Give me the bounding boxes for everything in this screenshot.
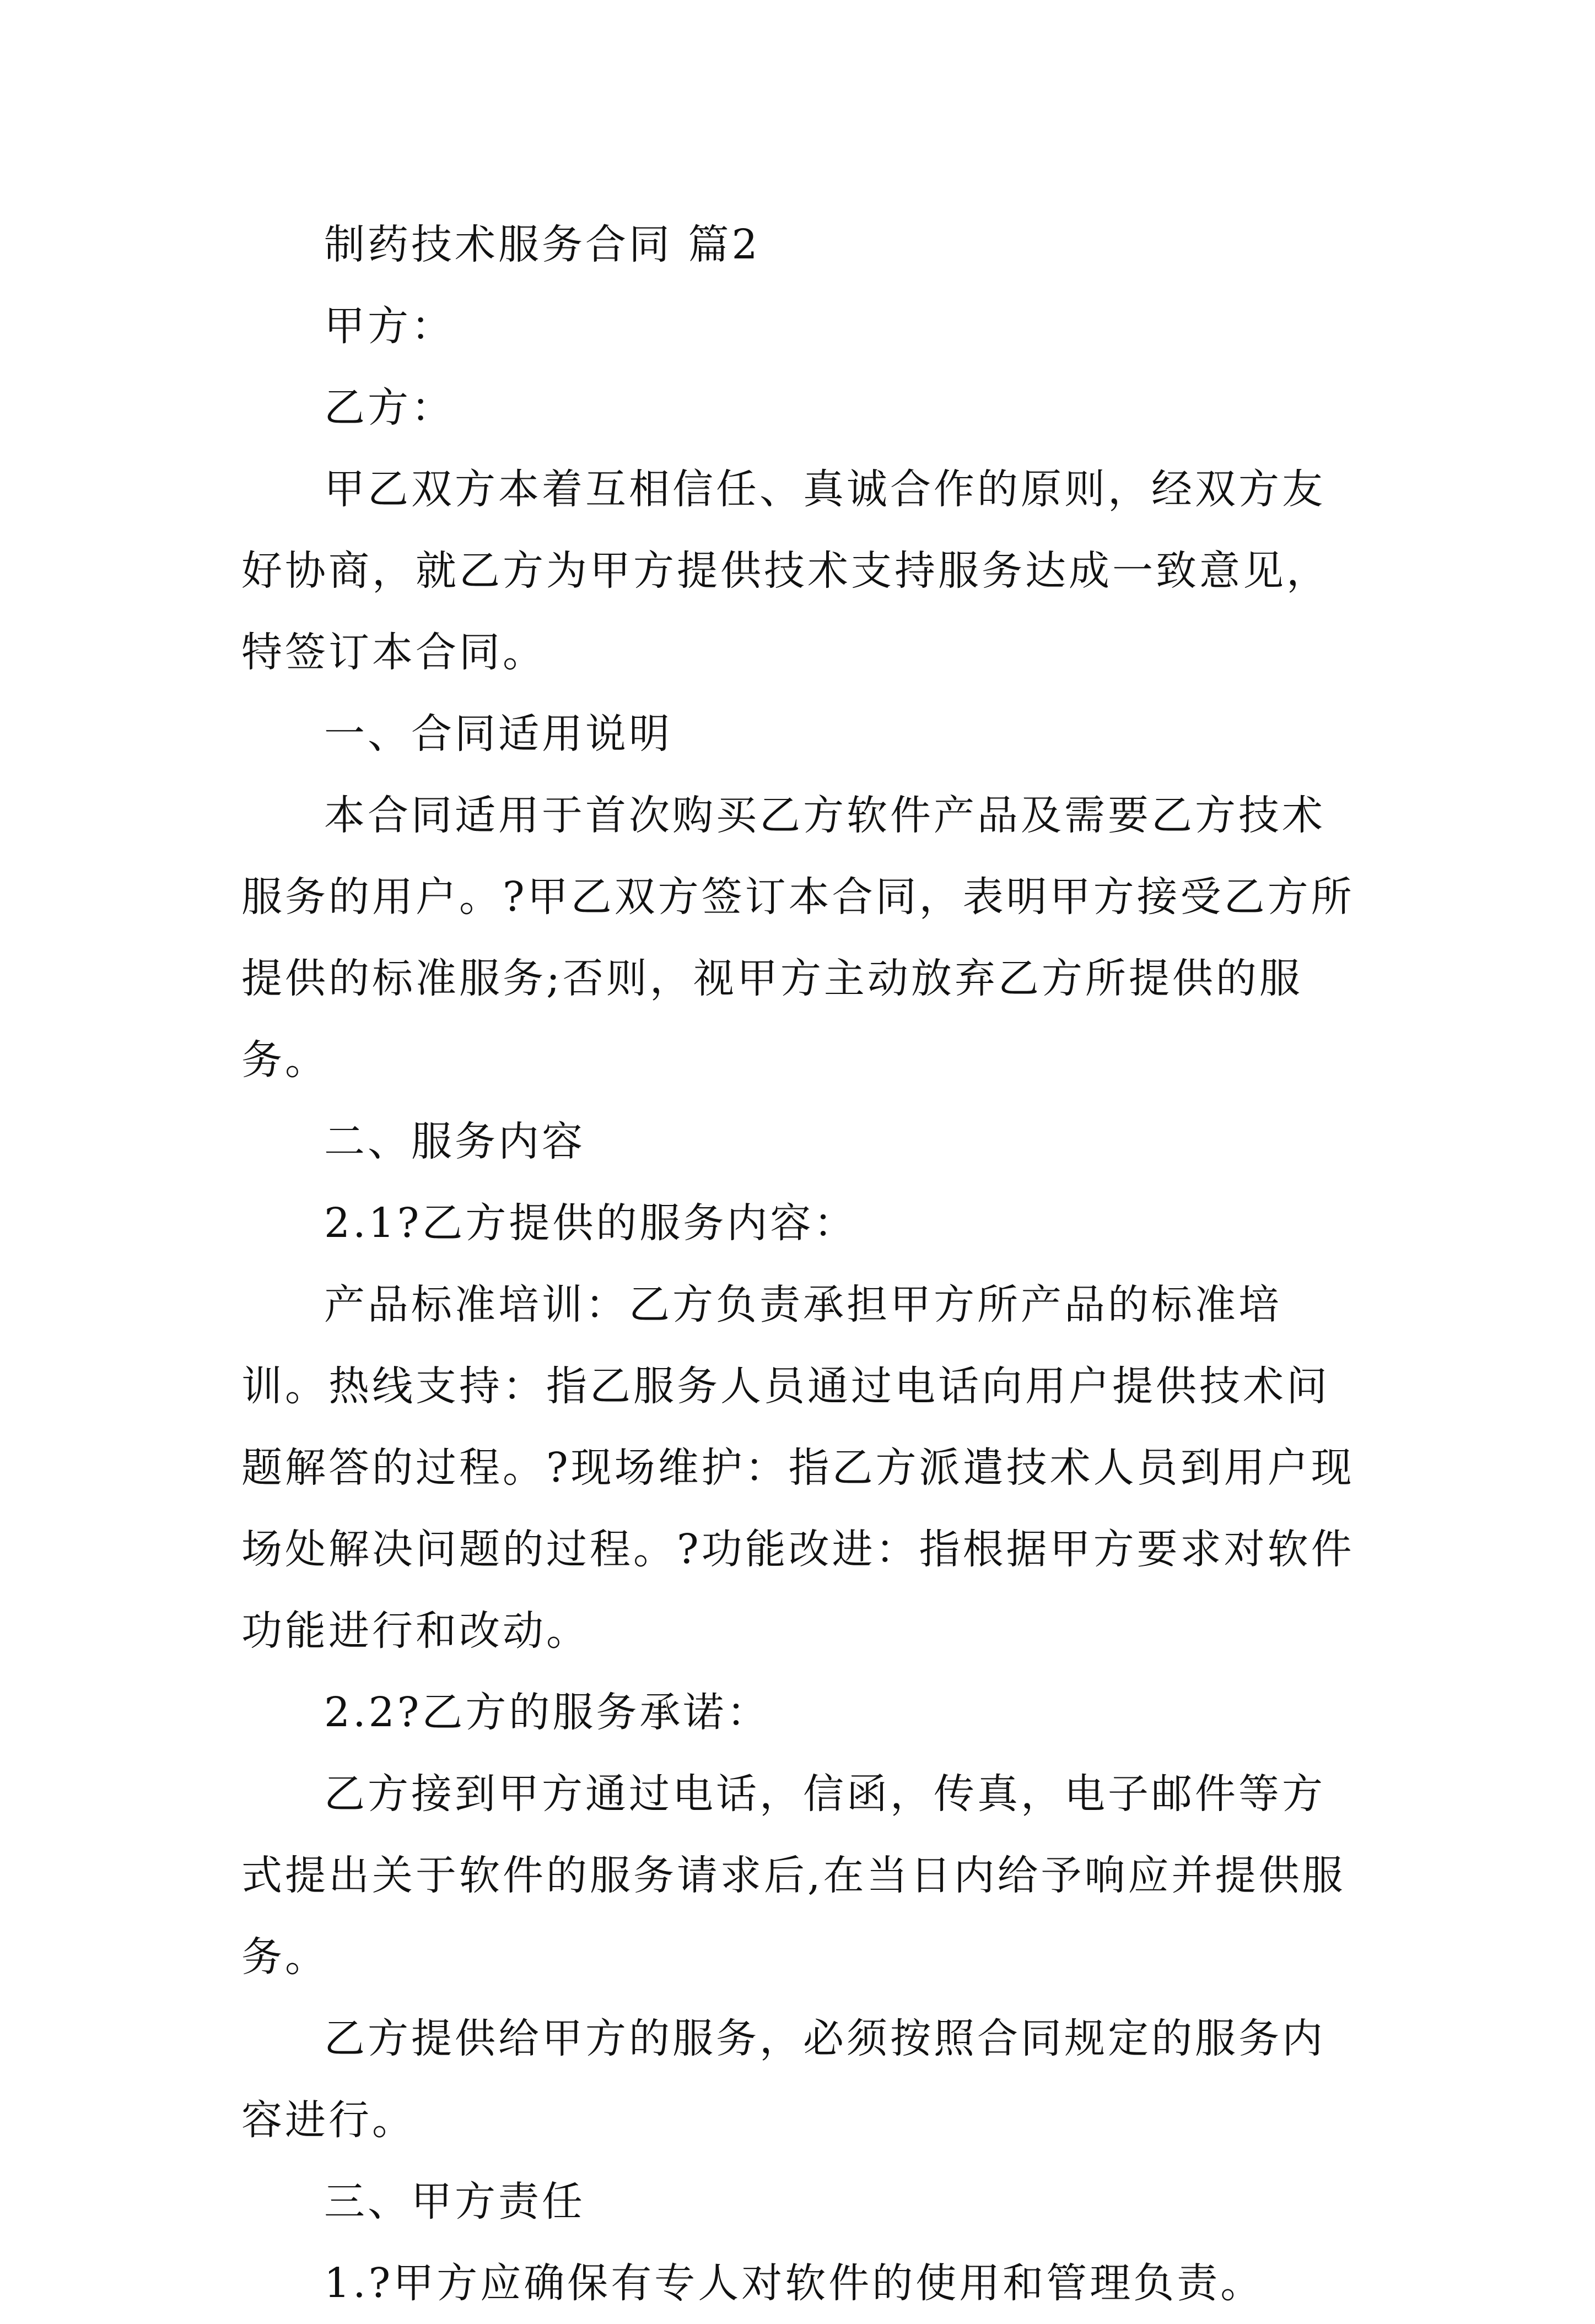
clause-2-1-heading: 2.1?乙方提供的服务内容：: [324, 1199, 858, 1247]
section-2-heading: 二、服务内容: [324, 1118, 585, 1165]
section-1-paragraph: 本合同适用于首次购买乙方软件产品及需要乙方技术服务的用户。?甲乙双方签订本合同，表明甲方接受乙方所提供的标准服务;否则，视甲方主动放弃乙方所提供的服务。: [241, 792, 1355, 1084]
clause-2-2-paragraph-1: 乙方接到甲方通过电话，信函，传真，电子邮件等方式提出关于软件的服务请求后,在当日内给予响应并提供服务。: [241, 1770, 1346, 1981]
clause-2-2-paragraph-2: 乙方提供给甲方的服务，必须按照合同规定的服务内容进行。: [241, 2015, 1325, 2144]
party-a-label: 甲方：: [324, 302, 455, 350]
clause-2-2-heading: 2.2?乙方的服务承诺：: [324, 1689, 770, 1736]
section-1-heading: 一、合同适用说明: [324, 710, 672, 758]
clause-2-1-paragraph: 产品标准培训：乙方负责承担甲方所产品的标准培训。热线支持：指乙服务人员通过电话向用户提供技术问题解答的过程。?现场维护：指乙方派遣技术人员到用户现场处解决问题的过程。?功能改进：指根据甲方要求对软件功能进行和改动。: [241, 1281, 1355, 1655]
section-3-heading: 三、甲方责任: [324, 2178, 585, 2225]
document-body: [241, 204, 1368, 2324]
party-b-label: 乙方：: [324, 384, 455, 431]
preamble-paragraph: 甲乙双方本着互相信任、真诚合作的原则，经双方友好协商，就乙方为甲方提供技术支持服务达成一致意见，特签订本合同。: [241, 466, 1330, 676]
clause-3-1-paragraph: 1.?甲方应确保有专人对软件的使用和管理负责。: [324, 2260, 1264, 2307]
contract-title: 制药技术服务合同 篇2: [324, 221, 761, 268]
